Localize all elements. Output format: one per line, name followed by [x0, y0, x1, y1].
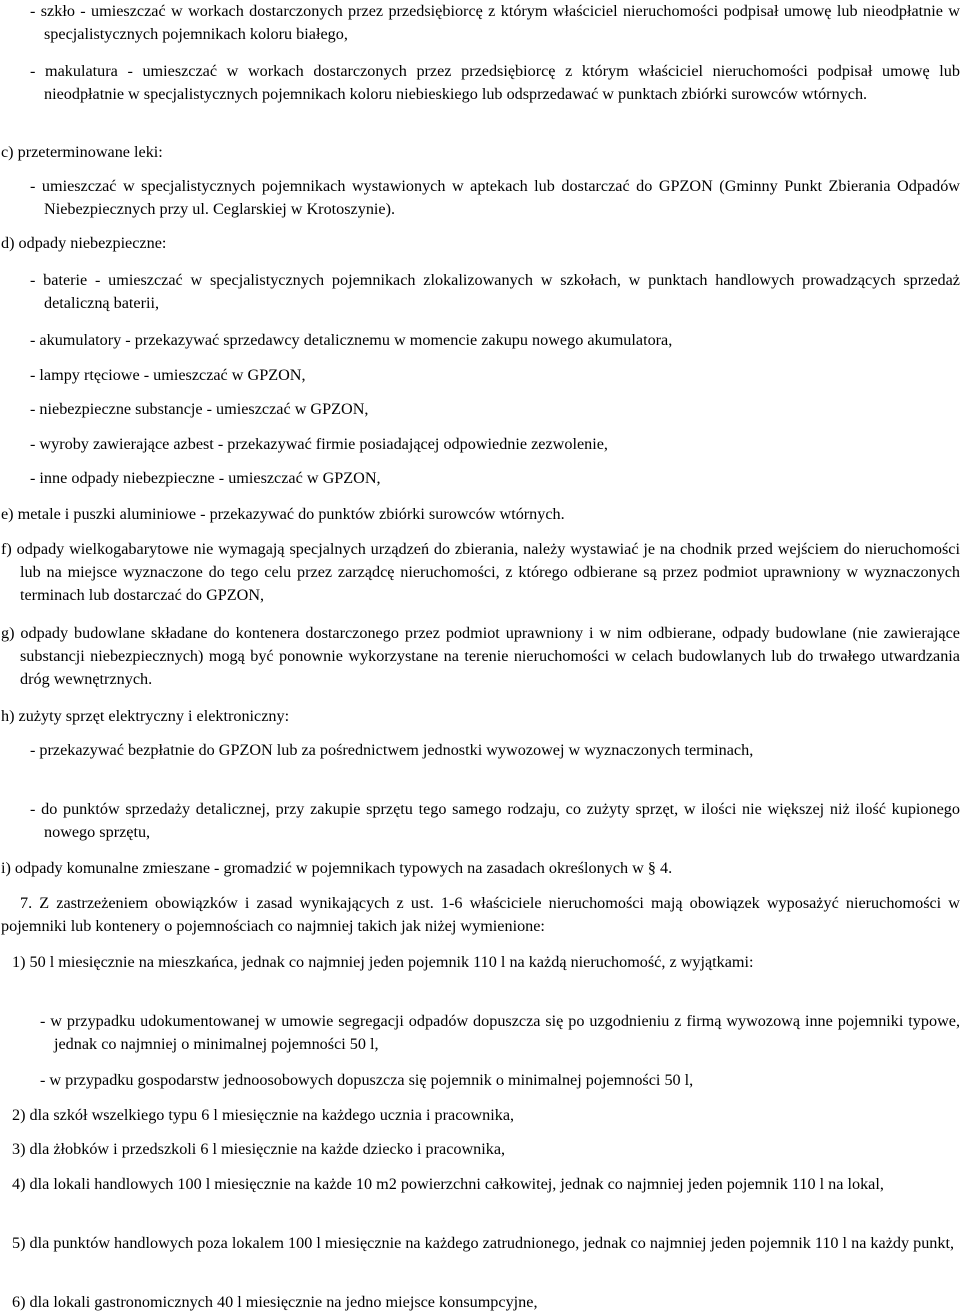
paragraph-h-item2: - do punktów sprzedaży detalicznej, przy zakupie sprzętu tego samego rodzaju, co zużyty sprzęt, w ilości nie większej niż ilość kupionego nowego sprzętu,	[30, 800, 960, 841]
paragraph-d-substancje: - niebezpieczne substancje - umieszczać w GPZON,	[30, 400, 369, 418]
list-item-3: 3) dla żłobków i przedszkoli 6 l miesięcznie na każde dziecko i pracownika,	[12, 1140, 506, 1158]
paragraph-d-baterie: - baterie - umieszczać w specjalistycznych pojemnikach zlokalizowanych w szkołach, w punktach handlowych prowadzących sprzedaż detaliczną baterii,	[30, 271, 960, 312]
list-item-1-exception-b: - w przypadku gospodarstw jednoosobowych dopuszcza się pojemnik o minimalnej pojemności 50 l,	[40, 1071, 694, 1089]
list-item-1: 1) 50 l miesięcznie na mieszkańca, jednak co najmniej jeden pojemnik 110 l na każdą nieruchomość, z wyjątkami:	[12, 953, 754, 971]
paragraph-h-item1: - przekazywać bezpłatnie do GPZON lub za pośrednictwem jednostki wywozowej w wyznaczonych terminach,	[30, 741, 754, 759]
paragraph-g: g) odpady budowlane składane do kontenera dostarczonego przez podmiot uprawniony i w nim odbierane, odpady budowlane (nie zawierające substancji niebezpiecznych) mogą być ponownie wykorzystane na terenie nieruchomości w celach budowlanych lub do trwałego utwardzania dróg wewnętrznych.	[1, 624, 960, 688]
list-item-2: 2) dla szkół wszelkiego typu 6 l miesięcznie na każdego ucznia i pracownika,	[12, 1106, 515, 1124]
list-item-6: 6) dla lokali gastronomicznych 40 l miesięcznie na jedno miejsce konsumpcyjne,	[12, 1293, 538, 1311]
paragraph-d-inne: - inne odpady niebezpieczne - umieszczać w GPZON,	[30, 469, 381, 487]
heading-c-przeterminowane-leki: c) przeterminowane leki:	[1, 143, 163, 161]
paragraph-e: e) metale i puszki aluminiowe - przekazywać do punktów zbiórki surowców wtórnych.	[1, 505, 565, 523]
list-item-4: 4) dla lokali handlowych 100 l miesięcznie na każde 10 m2 powierzchni całkowitej, jednak co najmniej jeden pojemnik 110 l na lokal,	[12, 1175, 884, 1193]
heading-d-odpady-niebezpieczne: d) odpady niebezpieczne:	[1, 234, 167, 252]
list-item-1-exception-a: - w przypadku udokumentowanej w umowie segregacji odpadów dopuszcza się po uzgodnieniu z firmą wywozową inne pojemniki typowe, jednak co najmniej o minimalnej pojemności 50 l,	[40, 1012, 960, 1053]
paragraph-szklo: - szkło - umieszczać w workach dostarczonych przez przedsiębiorcę z którym właściciel nieruchomości podpisał umowę lub nieodpłatnie w specjalistycznych pojemnikach koloru białego,	[30, 2, 960, 43]
list-item-5: 5) dla punktów handlowych poza lokalem 100 l miesięcznie na każdego zatrudnionego, jednak co najmniej jeden pojemnik 110 l na każdy punkt,	[12, 1234, 955, 1252]
heading-h-zuzyty-sprzet: h) zużyty sprzęt elektryczny i elektroniczny:	[1, 707, 290, 725]
paragraph-makulatura: - makulatura - umieszczać w workach dostarczonych przez przedsiębiorcę z którym właściciel nieruchomości podpisał umowę lub nieodpłatnie w specjalistycznych pojemnikach koloru niebieskiego lub odsprzedawać w punktach zbiórki surowców wtórnych.	[30, 62, 960, 103]
paragraph-d-azbest: - wyroby zawierające azbest - przekazywać firmie posiadającej odpowiednie zezwolenie,	[30, 435, 608, 453]
paragraph-d-akumulatory: - akumulatory - przekazywać sprzedawcy detalicznemu w momencie zakupu nowego akumulatora,	[30, 331, 673, 349]
paragraph-d-lampy: - lampy rtęciowe - umieszczać w GPZON,	[30, 366, 306, 384]
paragraph-7: 7. Z zastrzeżeniem obowiązków i zasad wynikających z ust. 1-6 właściciele nieruchomości mają obowiązek wyposażyć nieruchomości w pojemniki lub kontenery o pojemnościach co najmniej takich jak niżej wymienione:	[1, 894, 960, 935]
paragraph-i: i) odpady komunalne zmieszane - gromadzić w pojemnikach typowych na zasadach określonych w § 4.	[1, 859, 673, 877]
paragraph-f: f) odpady wielkogabarytowe nie wymagają specjalnych urządzeń do zbierania, należy wystawiać je na chodnik przed wejściem do nieruchomości lub na miejsce wyznaczone do tego celu przez zarządcę nieruchomości, z którego odbierane są przez podmiot uprawniony w wyznaczonych terminach lub dostarczać do GPZON,	[1, 540, 960, 604]
paragraph-c-item: - umieszczać w specjalistycznych pojemnikach wystawionych w aptekach lub dostarczać do GPZON (Gminny Punkt Zbierania Odpadów Niebezpiecznych przy ul. Ceglarskiej w Krotoszynie).	[30, 177, 960, 218]
